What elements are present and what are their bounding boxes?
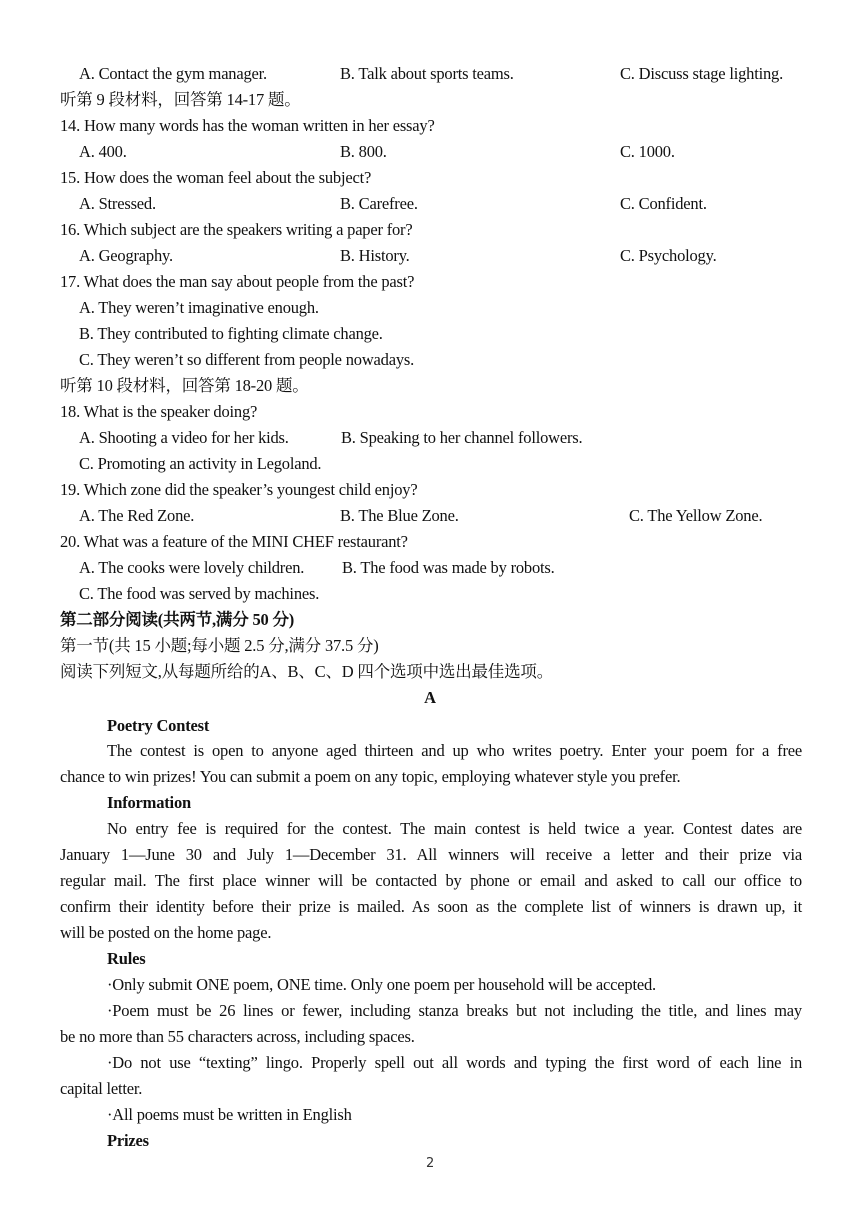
q16-options-row (0, 244, 860, 268)
rule-3-line-2: capital letter. (60, 1079, 143, 1098)
q18-option-b: B. Speaking to her channel followers. (341, 428, 583, 447)
q17-option-c-row (0, 348, 860, 372)
rule-4-row (0, 1103, 860, 1127)
intro-line-2-row (0, 765, 860, 789)
q16-stem: 16. Which subject are the speakers writing a paper for? (60, 220, 413, 239)
rule-1: ·Only submit ONE poem, ONE time. Only one poem per household will be accepted. (107, 975, 656, 994)
q15-options-row (0, 192, 860, 216)
info-line-4-row (0, 895, 860, 919)
rule-3-line-2-row (0, 1077, 860, 1101)
rules-heading-row (0, 947, 860, 971)
q20-option-b: B. The food was made by robots. (342, 558, 555, 577)
q14-option-a: A. 400. (79, 142, 127, 161)
q15-option-a: A. Stressed. (79, 194, 156, 213)
rule-2-line-2-row (0, 1025, 860, 1049)
rule-2-line-1: ·Poem must be 26 lines or fewer, including stanza breaks but not including the title, and lines may (107, 1001, 802, 1020)
q13-options-row (0, 62, 860, 86)
q16-option-b: B. History. (340, 246, 410, 265)
passage-title-row (0, 714, 860, 738)
rule-3-line-1-row (0, 1051, 860, 1075)
part2-title: 第二部分阅读(共两节,满分 50 分) (60, 610, 295, 629)
intro-line-1: The contest is open to anyone aged thirteen and up who writes poetry. Enter your poem for a free (107, 741, 802, 760)
q14-stem: 14. How many words has the woman written in her essay? (60, 116, 435, 135)
q17-option-a-row (0, 296, 860, 320)
q19-options-row (0, 504, 860, 528)
q19-option-c: C. The Yellow Zone. (629, 506, 763, 525)
section10-instruction: 听第 10 段材料，回答第 18-20 题。 (60, 376, 309, 395)
footer-row (0, 1152, 860, 1176)
info-line-5: will be posted on the home page. (60, 923, 272, 942)
rule-3-line-1: ·Do not use “texting” lingo. Properly spell out all words and typing the first word of each line in (107, 1053, 802, 1072)
q16-stem-row (0, 218, 860, 242)
q14-option-b: B. 800. (340, 142, 387, 161)
q20-stem-row (0, 530, 860, 554)
q17-option-b: B. They contributed to fighting climate change. (79, 324, 383, 343)
section9-instruction-row (0, 88, 860, 112)
q17-stem: 17. What does the man say about people from the past? (60, 272, 415, 291)
q15-option-c: C. Confident. (620, 194, 707, 213)
q17-option-c: C. They weren’t so different from people nowadays. (79, 350, 415, 369)
q18-option-c: C. Promoting an activity in Legoland. (79, 454, 322, 473)
q14-option-c: C. 1000. (620, 142, 675, 161)
q13-option-b: B. Talk about sports teams. (340, 64, 514, 83)
q16-option-c: C. Psychology. (620, 246, 717, 265)
q13-option-a: A. Contact the gym manager. (79, 64, 267, 83)
part2-section1-row (0, 634, 860, 658)
section9-instruction: 听第 9 段材料，回答第 14-17 题。 (60, 90, 301, 109)
part2-instruction-row (0, 660, 860, 684)
q18-stem: 18. What is the speaker doing? (60, 402, 258, 421)
q20-option-c: C. The food was served by machines. (79, 584, 320, 603)
info-line-5-row (0, 921, 860, 945)
q20-stem: 20. What was a feature of the MINI CHEF restaurant? (60, 532, 408, 551)
q19-option-b: B. The Blue Zone. (340, 506, 459, 525)
q19-stem: 19. Which zone did the speaker’s youngest child enjoy? (60, 480, 418, 499)
intro-line-1-row (0, 739, 860, 763)
info-line-1: No entry fee is required for the contest. The main contest is held twice a year. Contest dates are (107, 819, 802, 838)
info-line-2: January 1—June 30 and July 1—December 31. All winners will receive a letter and their prize via (60, 845, 802, 864)
q13-option-c: C. Discuss stage lighting. (620, 64, 784, 83)
q18-stem-row (0, 400, 860, 424)
prizes-heading-row (0, 1129, 860, 1153)
section10-instruction-row (0, 374, 860, 398)
info-line-1-row (0, 817, 860, 841)
info-line-2-row (0, 843, 860, 867)
q20-option-a: A. The cooks were lovely children. (79, 558, 305, 577)
q18-option-c-row (0, 452, 860, 476)
part2-instruction: 阅读下列短文,从每题所给的A、B、C、D 四个选项中选出最佳选项。 (60, 662, 553, 681)
q17-option-b-row (0, 322, 860, 346)
info-heading-row (0, 791, 860, 815)
q19-option-a: A. The Red Zone. (79, 506, 195, 525)
prizes-heading: Prizes (107, 1131, 149, 1150)
info-line-4: confirm their identity before their prize is mailed. As soon as the complete list of winners is drawn up, it (60, 897, 802, 916)
q15-stem: 15. How does the woman feel about the subject? (60, 168, 372, 187)
q15-stem-row (0, 166, 860, 190)
part2-section1: 第一节(共 15 小题;每小题 2.5 分,满分 37.5 分) (60, 636, 379, 655)
q17-stem-row (0, 270, 860, 294)
q16-option-a: A. Geography. (79, 246, 173, 265)
intro-line-2: chance to win prizes! You can submit a poem on any topic, employing whatever style you prefer. (60, 767, 681, 786)
q18-options-row (0, 426, 860, 450)
passage-letter: A (424, 688, 436, 707)
part2-title-row (0, 608, 860, 632)
rule-2-line-1-row (0, 999, 860, 1023)
info-line-3-row (0, 869, 860, 893)
rules-heading: Rules (107, 949, 146, 968)
q15-option-b: B. Carefree. (340, 194, 418, 213)
q20-options-row (0, 556, 860, 580)
passage-title: Poetry Contest (107, 716, 210, 735)
rule-1-row (0, 973, 860, 997)
page-number: 2 (425, 1156, 435, 1171)
q17-option-a: A. They weren’t imaginative enough. (79, 298, 319, 317)
q19-stem-row (0, 478, 860, 502)
q18-option-a: A. Shooting a video for her kids. (79, 428, 289, 447)
q14-stem-row (0, 114, 860, 138)
rule-4: ·All poems must be written in English (107, 1105, 352, 1124)
info-heading: Information (107, 793, 191, 812)
rule-2-line-2: be no more than 55 characters across, including spaces. (60, 1027, 415, 1046)
q14-options-row (0, 140, 860, 164)
info-line-3: regular mail. The first place winner will be contacted by phone or email and asked to call our office to (60, 871, 802, 890)
passage-letter-row (0, 686, 860, 710)
q20-option-c-row (0, 582, 860, 606)
